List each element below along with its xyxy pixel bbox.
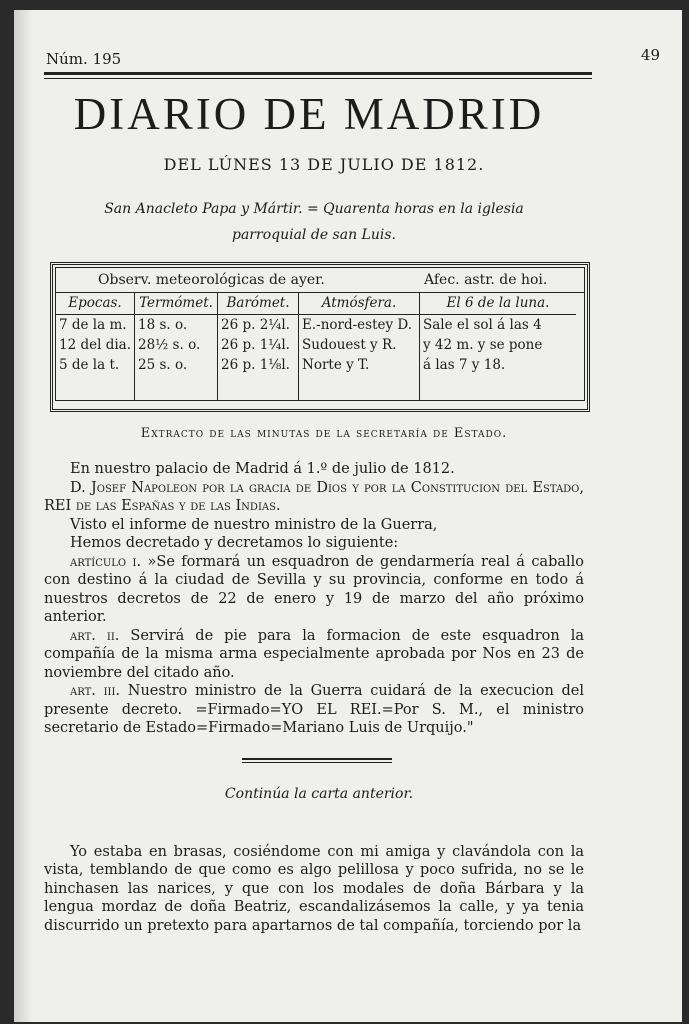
decree-king: D. Josef Napoleon por la gracia de Dios y por la Constitucion del Estado, REI de las Españas y de las Indias. — [44, 479, 584, 514]
article-3-label: art. iii. — [70, 683, 121, 699]
col-header: El 6 de la luna. — [420, 292, 576, 315]
col-header: Barómet. — [218, 292, 298, 315]
decree-place: En nuestro palacio de Madrid á 1.º de julio de 1812. — [70, 461, 455, 477]
cell: E.-nord-estey D. — [302, 317, 413, 333]
article-2-text: Servirá de pie para la formacion de este esquadron la compañía de la misma arma especialmente aprobada por Nos en 23 de noviembre del citado año. — [44, 627, 584, 681]
cell: 18 s. o. — [138, 317, 188, 333]
page-number: 49 — [640, 46, 660, 64]
top-line — [46, 46, 660, 68]
cell: Sudouest y R. — [302, 337, 397, 353]
decree-visto: Visto el informe de nuestro ministro de la Guerra, — [70, 516, 438, 533]
col-termometro — [135, 292, 218, 400]
article-2 — [44, 627, 584, 683]
col-header: Termómet. — [135, 292, 217, 315]
continued-heading: Continúa la carta anterior. — [224, 786, 414, 802]
cell: á las 7 y 18. — [423, 357, 506, 373]
col-atmosfera — [299, 292, 420, 400]
letter-text — [44, 828, 584, 950]
article-1 — [44, 553, 584, 627]
letter-paragraph: Yo estaba en brasas, cosiéndome con mi amiga y clavándola con la vista, temblando de que como es algo pelillosa y poco sufrida, no se le hinchasen las narices, y que con los modales de doña Bárbara y la lengua mordaz de doña Beatriz, escandalizásemos la calle, y ya tenia discurrido un pretexto para apartarnos de tal compañía, torciendo por la — [44, 843, 584, 934]
col-barometro — [218, 292, 299, 400]
cell: Norte y T. — [302, 357, 370, 373]
cell: y 42 m. y se pone — [423, 337, 543, 353]
col-epocas — [56, 292, 135, 400]
cell: 26 p. 2¼l. — [221, 317, 290, 333]
article-3-text: Nuestro ministro de la Guerra cuidará de la execucion del presente decreto. =Firmado=YO EL REI.=Por S. M., el ministro secretario de Estado=Firmado=Mariano Luis de Urquijo." — [44, 683, 584, 736]
cell: Sale el sol á las 4 — [423, 317, 542, 333]
section-title: Extracto de las minutas de la secretaría de Estado. — [140, 426, 508, 441]
cell: 7 de la m. — [59, 317, 127, 333]
weather-header — [56, 268, 584, 293]
col-luna — [420, 292, 576, 400]
weather-right-title: Afec. astr. de hoi. — [424, 272, 548, 288]
issue-number: Núm. 195 — [46, 50, 122, 68]
saint-line-1: San Anacleto Papa y Mártir. = Quarenta horas en la iglesia — [104, 201, 524, 217]
cell: 28½ s. o. — [138, 337, 201, 353]
issue-date: DEL LÚNES 13 DE JULIO DE 1812. — [163, 155, 485, 174]
col-header: Atmósfera. — [299, 292, 419, 315]
weather-table — [50, 262, 590, 412]
cell: 25 s. o. — [138, 357, 188, 373]
page-edge-shadow — [14, 10, 32, 1022]
article-1-label: artículo i. — [70, 553, 142, 570]
section-divider — [242, 758, 392, 763]
decree-text — [44, 460, 584, 738]
col-header: Epocas. — [56, 292, 134, 315]
decree-hemos: Hemos decretado y decretamos lo siguiente: — [70, 535, 399, 551]
weather-left-title: Observ. meteorológicas de ayer. — [98, 272, 325, 288]
cell: 26 p. 1⅛l. — [221, 357, 290, 373]
cell: 26 p. 1¼l. — [221, 337, 290, 353]
cell: 5 de la t. — [59, 357, 120, 373]
masthead-title: DIARIO DE MADRID — [73, 89, 545, 139]
saint-of-day — [54, 196, 574, 248]
cell: 12 del dia. — [59, 337, 132, 353]
header-rule — [44, 72, 592, 79]
saint-line-2: parroquial de san Luis. — [232, 227, 396, 243]
newspaper-page — [14, 10, 682, 1022]
article-2-label: art. ii. — [70, 627, 120, 644]
article-1-text: »Se formará un esquadron de gendarmería real á caballo con destino á la ciudad de Sevilla y su provincia, conforme en todo á nuestros decretos de 22 de enero y 19 de marzo del año próximo anterior. — [44, 553, 585, 625]
article-3 — [44, 682, 584, 738]
